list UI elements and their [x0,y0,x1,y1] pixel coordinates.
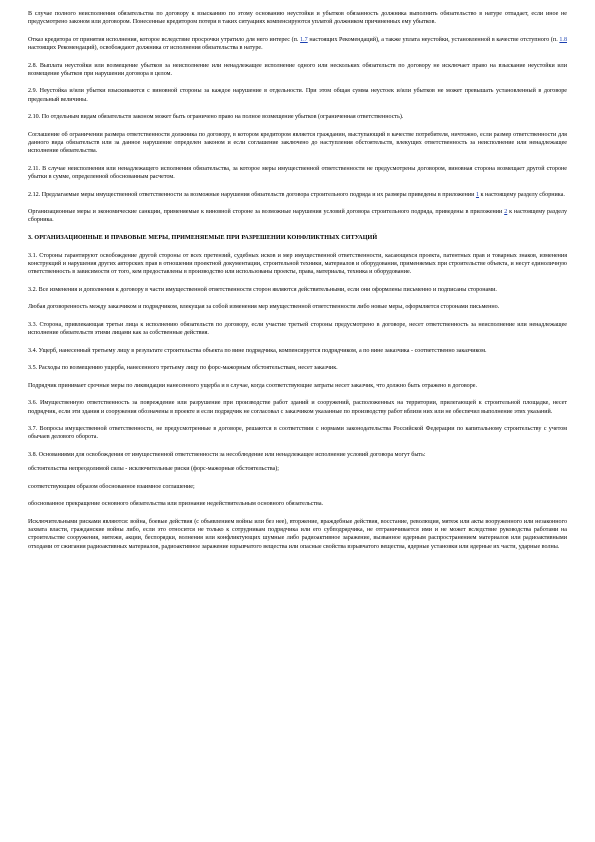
paragraph: Подрядчик принимает срочные меры по ликвидации нанесенного ущерба и в случае, когда соответствующие затраты несет заказчик, что должно быть отражено в договоре. [28,382,477,389]
paragraph-text: настоящих Рекомендаций), а также уплата неустойки, установленной в качестве отступного (п. [307,36,560,43]
paragraph: 3.1. Стороны гарантируют освобождение другой стороны от всех претензий, судебных исков и мер имущественной ответственности, касающихся проекта, патентных прав и товарных знаков, изменения конструкций и нарушения других авторских прав в отношении проектной документации, строительной техники, материалов и оборудования, применяемых при строительстве объекта, и несут единоличную ответственность в зависимости от того, кем предоставлены в производство или использованы проекты, права, материалы, техника и оборудование. [28,252,567,275]
paragraph: 3.3. Сторона, привлекающая третьи лица к исполнению обязательств по договору, если участие третьей стороны предусмотрено в договоре, несет ответственность за неисполнение или ненадлежащее исполнение обязательств этими лицами как за собственные действия. [28,321,567,336]
paragraph: 2.10. По отдельным видам обязательств законом может быть ограничено право на полное возмещение убытков (ограниченная ответственность). [28,114,404,121]
paragraph: 2.8. Выплата неустойки или возмещение убытков за неисполнение или ненадлежащее исполнение одного или нескольких обязательств по договору не исключает право на взыскание неустойки или возмещение убытков при нарушении договора в целом. [28,62,567,77]
paragraph [28,191,567,199]
reference-link[interactable]: 1 [475,191,479,198]
paragraph: Исключительными рисками являются: война, боевые действия (с объявлением войны или без нее), вторжение, враждебные действия, восстание, революция, мятеж или акты вооруженного или незаконного захвата власти, гражданские войны либо, если это относится не только к сотрудникам подрядчика или его субподрядчика, не отграничивается ими и не может вследствие руководства работами на строительстве сооружения, мятежи, акции, беспорядки, волнения или конфликтующих шумные либо радиоактивное заражение, вызванное ядерным распространением материалов или радиоактивными отходами от сжигания радиоактивных материалов, радиоактивное заражение взрывчатого вещества или опасные свойства взрывчатого вещества, ядерные установки или ядерные их части, ударные волны. [28,518,567,550]
paragraph-text: Организационные меры и экономические санкции, применяемые к виновной стороне за возможные нарушения условий договора строительного подряда, приведены в приложении [28,209,505,216]
paragraph: 3.8. Основаниями для освобождения от имущественной ответственности за несоблюдение или ненадлежащее исполнение условий договора могут быть: [28,451,426,458]
paragraph: 3.6. Имущественную ответственность за повреждение или разрушение при производстве работ зданий и сооружений, расположенных на территории, прилегающей к строительной площадке, несет подрядчик, если эти здания и сооружения обозначены в проекте и если подрядчик не согласовал с заказчиком указанные по производству работ вблизи них или не обеспечил выполнение этих указаний. [28,400,567,415]
paragraph: Любая договоренность между заказчиком и подрядчиком, влекущая за собой изменения мер имущественной ответственности либо новые меры, оформляется сторонами письменно. [28,304,500,311]
paragraph: обстоятельства непреодолимой силы - исключительные риски (форс-мажорные обстоятельства); [28,466,279,473]
paragraph: 3.2. Все изменения и дополнения к договору в части имущественной ответственности сторон являются действительными, если они оформлены письменно и подписаны сторонами. [28,286,497,293]
paragraph: 2.9. Неустойка и/или убытки взыскиваются с виновной стороны за каждое нарушение в отдельности. При этом общая сумма неустоек и/или убытков не может превышать установленный в договоре предельный величины. [28,88,567,103]
section-heading: 3. ОРГАНИЗАЦИОННЫЕ И ПРАВОВЫЕ МЕРЫ, ПРИМЕНЯЕМЫЕ ПРИ РАЗРЕШЕНИИ КОНФЛИКТНЫХ СИТУАЦИЙ [28,234,378,241]
reference-link[interactable]: 2 [504,209,508,216]
paragraph-text: Отказ кредитора от принятия исполнения, которое вследствие просрочки утратило для него интерес (п. [28,36,301,43]
paragraph [28,208,567,224]
paragraph-text: к настоящему разделу сборника. [479,191,565,198]
paragraph: обоснованное прекращение основного обязательства или признание недействительным основного обязательства. [28,501,324,508]
paragraph-text: к настоящему разделу сборника. [28,209,567,224]
paragraph: 3.4. Ущерб, нанесенный третьему лицу в результате строительства объекта по вине подрядчика, компенсируется подрядчиком, а по вине заказчика - соответственно заказчиком. [28,347,487,354]
paragraph-text: 2.12. Предлагаемые меры имущественной ответственности за возможные нарушения обязательств договора строительного подряда и их размеры приведены в приложении [28,191,476,198]
paragraph-text: настоящих Рекомендаций), освобождают должника от исполнения обязательства в натуре. [28,45,263,51]
paragraph: 3.5. Расходы по возмещению ущерба, нанесенного третьему лицу по форс-мажорным обстоятельствам, несет заказчик. [28,365,338,372]
reference-link[interactable]: 1.8 [559,36,567,43]
paragraph: Соглашение об ограничении размера ответственности должника по договору, в котором кредитором является гражданин, выступающий в качестве потребителя, ничтожно, если размер ответственности для данного вида обязательств или за данное нарушение определен законом и если соглашение заключено до наступления обстоятельств, влекущих ответственность за неисполнение или ненадлежащее исполнение обязательства. [28,131,567,155]
paragraph: соответствующим образом обоснованное взаимное соглашение; [28,483,195,490]
paragraph [28,36,567,52]
reference-link[interactable]: 1.7 [300,36,308,43]
paragraph: 2.11. В случае неисполнения или ненадлежащего исполнения обязательства, за которое меры имущественной ответственности не предусмотрены договором, виновная сторона возмещает другой стороне убытки в сумме, определенной обоснованным расчетом. [28,165,567,180]
paragraph: В случае полного неисполнения обязательства по договору к взысканию по этому основанию неустойки и убытков обязанность должника выполнить обязательство в натуре отпадает, если иное не предусмотрено законом или договором. Понесенные кредитором потери в таких ситуациях компенсируются уплатой должником причиненных ему убытков. [28,11,567,26]
document-page [28,10,567,560]
paragraph: 3.7. Вопросы имущественной ответственности, не предусмотренные в договоре, решаются в соответствии с нормами законодательства Российской Федерации по капитальному строительству с учетом обычаев делового оборота. [28,426,567,441]
